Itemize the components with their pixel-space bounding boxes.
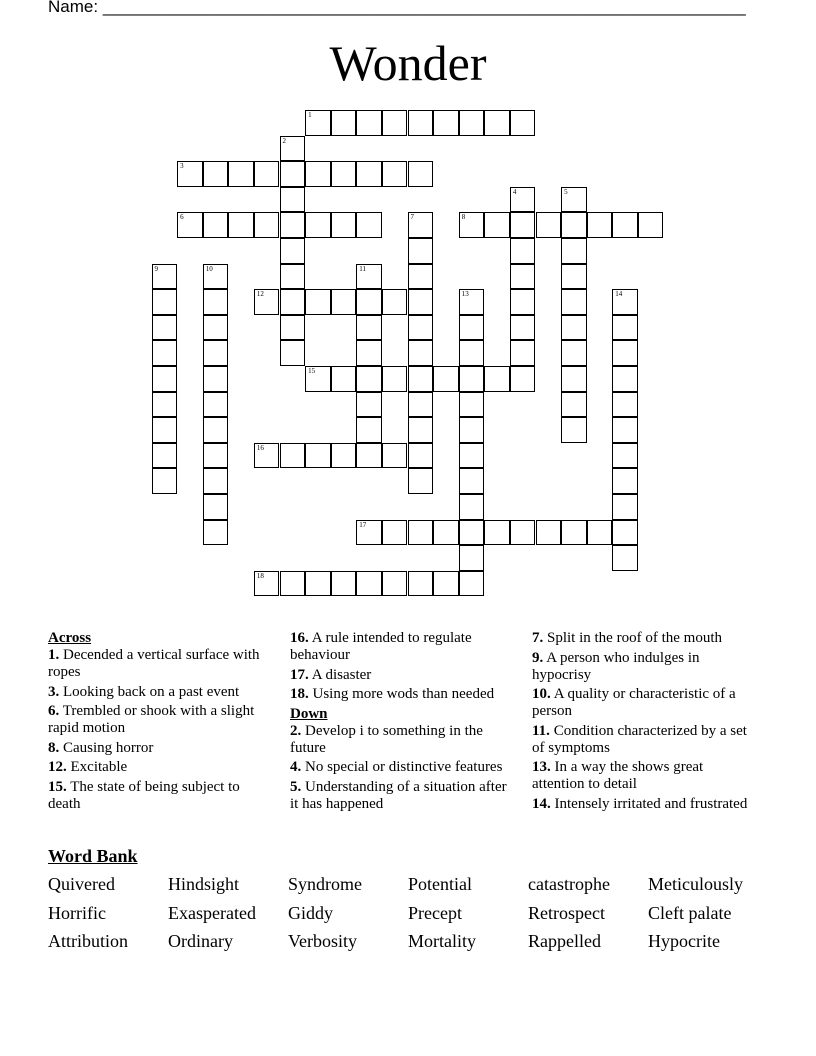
grid-cell[interactable] [459, 366, 485, 392]
clue-across-3: 3. Looking back on a past event [48, 683, 240, 700]
grid-cell[interactable] [484, 366, 510, 392]
grid-cell[interactable] [305, 212, 331, 238]
grid-cell[interactable] [561, 289, 587, 315]
grid-cell[interactable] [280, 340, 306, 366]
grid-cell[interactable] [510, 366, 536, 392]
grid-cell[interactable] [510, 264, 536, 290]
grid-cell[interactable] [254, 443, 280, 469]
grid-cell[interactable] [203, 161, 229, 187]
grid-cell[interactable] [408, 264, 434, 290]
grid-cell[interactable] [612, 545, 638, 571]
grid-cell[interactable] [305, 161, 331, 187]
grid-cell[interactable] [356, 366, 382, 392]
grid-cell[interactable] [561, 392, 587, 418]
grid-cell[interactable] [638, 212, 664, 238]
grid-cell[interactable] [356, 110, 382, 136]
grid-cell[interactable] [459, 443, 485, 469]
grid-cell[interactable] [408, 110, 434, 136]
word-bank-word: Hypocrite [648, 931, 720, 951]
grid-cell[interactable] [459, 468, 485, 494]
grid-cell[interactable] [382, 289, 408, 315]
cell-number: 1 [308, 111, 312, 119]
grid-cell[interactable] [408, 468, 434, 494]
cell-number: 8 [461, 213, 466, 222]
grid-cell[interactable] [356, 520, 382, 546]
grid-cell[interactable] [459, 315, 485, 341]
grid-cell[interactable] [382, 110, 408, 136]
grid-cell[interactable] [536, 212, 562, 238]
grid-cell[interactable] [510, 238, 536, 264]
grid-cell[interactable] [382, 161, 408, 187]
grid-cell[interactable] [152, 366, 178, 392]
clue-across-6: 6. Trembled or shook with a slight rapid motion [48, 703, 255, 736]
grid-cell[interactable] [433, 366, 459, 392]
grid-cell[interactable] [561, 340, 587, 366]
grid-cell[interactable] [459, 289, 485, 315]
grid-cell[interactable] [382, 571, 408, 597]
grid-cell[interactable] [305, 289, 331, 315]
grid-cell[interactable] [408, 392, 434, 418]
grid-cell[interactable] [612, 289, 638, 315]
grid-cell[interactable] [484, 520, 510, 546]
grid-cell[interactable] [612, 366, 638, 392]
cell-number: 15 [308, 367, 316, 375]
grid-cell[interactable] [587, 520, 613, 546]
word-bank-word: Potential [408, 874, 472, 894]
grid-cell[interactable] [356, 212, 382, 238]
word-bank-word: Meticulously [648, 874, 743, 894]
clue-down-2: 2. Develop i to something in the future [290, 722, 483, 756]
grid-cell[interactable] [408, 161, 434, 187]
grid-cell[interactable] [305, 110, 331, 136]
grid-cell[interactable] [203, 494, 229, 520]
clue-down-11: 11. Condition characterized by a set of symptoms [532, 722, 747, 756]
word-bank-word: Verbosity [288, 931, 357, 951]
grid-cell[interactable] [561, 315, 587, 341]
grid-cell[interactable] [459, 417, 485, 443]
grid-cell[interactable] [177, 161, 203, 187]
grid-cell[interactable] [408, 289, 434, 315]
cell-number: 10 [205, 264, 213, 273]
word-bank-title: Word Bank [48, 846, 138, 866]
word-bank-word: Giddy [288, 903, 333, 923]
grid-cell[interactable] [484, 212, 510, 238]
clue-down-9: 9. A person who indulges in hypocrisy [532, 649, 700, 683]
grid-cell[interactable] [612, 468, 638, 494]
grid-cell[interactable] [152, 264, 178, 290]
clue-across-15: 15. The state of being subject to death [48, 778, 240, 812]
across-heading: Across [48, 630, 92, 646]
word-bank-word: Precept [408, 903, 462, 923]
grid-cell[interactable] [331, 110, 357, 136]
grid-cell[interactable] [382, 520, 408, 546]
word-bank-word: Rappelled [528, 931, 601, 951]
word-bank-word: Ordinary [168, 931, 233, 951]
cell-number: 2 [282, 136, 286, 145]
grid-cell[interactable] [561, 366, 587, 392]
grid-cell[interactable] [510, 340, 536, 366]
grid-cell[interactable] [459, 212, 485, 238]
grid-cell[interactable] [433, 520, 459, 546]
grid-cell[interactable] [280, 212, 306, 238]
grid-cell[interactable] [382, 366, 408, 392]
grid-cell[interactable] [152, 289, 178, 315]
grid-cell[interactable] [152, 417, 178, 443]
clue-down-4: 4. No special or distinctive features [290, 759, 503, 775]
grid-cell[interactable] [408, 366, 434, 392]
grid-cell[interactable] [228, 161, 254, 187]
clue-across-12: 12. Excitable [48, 759, 128, 775]
grid-cell[interactable] [280, 161, 306, 187]
grid-cell[interactable] [280, 315, 306, 341]
cell-number: 13 [461, 290, 469, 299]
grid-cell[interactable] [280, 443, 306, 469]
cell-number: 7 [410, 213, 414, 222]
cell-number: 18 [256, 571, 264, 580]
grid-cell[interactable] [510, 289, 536, 315]
grid-cell[interactable] [459, 392, 485, 418]
word-bank-word: Mortality [408, 931, 476, 951]
grid-cell[interactable] [356, 571, 382, 597]
grid-cell[interactable] [408, 315, 434, 341]
cell-number: 16 [256, 443, 264, 452]
grid-cell[interactable] [433, 571, 459, 597]
grid-cell[interactable] [356, 340, 382, 366]
grid-cell[interactable] [612, 315, 638, 341]
grid-cell[interactable] [203, 315, 229, 341]
grid-cell[interactable] [254, 161, 280, 187]
grid-cell[interactable] [356, 392, 382, 418]
grid-cell[interactable] [459, 571, 485, 597]
clue-across-16: 16. A rule intended to regulate behaviour [290, 630, 472, 663]
clue-down-5: 5. Understanding of a situation after it has happened [290, 778, 507, 812]
grid-cell[interactable] [612, 340, 638, 366]
grid-cell[interactable] [203, 264, 229, 290]
clue-column-2 [290, 630, 512, 815]
grid-cell[interactable] [152, 392, 178, 418]
grid-cell[interactable] [408, 571, 434, 597]
word-bank-word: catastrophe [528, 874, 610, 894]
grid-cell[interactable] [331, 161, 357, 187]
grid-cell[interactable] [356, 161, 382, 187]
name-blank: ____________________________________________________________________ [102, 0, 746, 16]
grid-cell[interactable] [408, 520, 434, 546]
grid-cell[interactable] [612, 443, 638, 469]
clue-down-10: 10. A quality or characteristic of a person [532, 686, 736, 719]
clue-column-1 [48, 630, 270, 815]
grid-cell[interactable] [459, 340, 485, 366]
grid-cell[interactable] [459, 520, 485, 546]
grid-cell[interactable] [510, 187, 536, 213]
down-heading: Down [290, 705, 328, 722]
grid-cell[interactable] [203, 417, 229, 443]
grid-cell[interactable] [356, 315, 382, 341]
word-bank-word: Syndrome [288, 874, 362, 894]
grid-cell[interactable] [382, 443, 408, 469]
grid-cell[interactable] [152, 468, 178, 494]
grid-cell[interactable] [254, 212, 280, 238]
cell-number: 11 [359, 264, 367, 273]
grid-cell[interactable] [536, 520, 562, 546]
grid-cell[interactable] [331, 366, 357, 392]
word-bank-word: Cleft palate [648, 903, 732, 923]
word-bank-word: Horrific [48, 903, 106, 923]
grid-cell[interactable] [356, 289, 382, 315]
grid-cell[interactable] [612, 520, 638, 546]
grid-cell[interactable] [331, 571, 357, 597]
grid-cell[interactable] [459, 494, 485, 520]
grid-cell[interactable] [408, 443, 434, 469]
cell-number: 5 [564, 187, 568, 196]
grid-cell[interactable] [561, 417, 587, 443]
grid-cell[interactable] [356, 443, 382, 469]
name-label: Name: [48, 0, 99, 16]
grid-cell[interactable] [612, 494, 638, 520]
grid-cell[interactable] [203, 443, 229, 469]
grid-cell[interactable] [152, 315, 178, 341]
grid-cell[interactable] [561, 212, 587, 238]
grid-cell[interactable] [561, 520, 587, 546]
cell-number: 4 [512, 187, 517, 196]
grid-cell[interactable] [331, 289, 357, 315]
grid-cell[interactable] [331, 212, 357, 238]
grid-cell[interactable] [152, 340, 178, 366]
grid-cell[interactable] [561, 238, 587, 264]
grid-cell[interactable] [280, 264, 306, 290]
grid-cell[interactable] [254, 289, 280, 315]
grid-cell[interactable] [356, 417, 382, 443]
cell-number: 9 [154, 264, 158, 273]
clue-across-8: 8. Causing horror [48, 739, 154, 756]
grid-cell[interactable] [280, 136, 306, 162]
word-bank-word: Quivered [48, 874, 115, 894]
grid-cell[interactable] [433, 110, 459, 136]
clue-down-7: 7. Split in the roof of the mouth [532, 630, 722, 646]
grid-cell[interactable] [203, 212, 229, 238]
grid-cell[interactable] [561, 264, 587, 290]
grid-cell[interactable] [510, 315, 536, 341]
grid-cell[interactable] [280, 571, 306, 597]
cell-number: 12 [256, 290, 264, 299]
cell-number: 3 [180, 162, 184, 171]
grid-cell[interactable] [408, 212, 434, 238]
word-bank-word: Retrospect [528, 903, 605, 923]
grid-cell[interactable] [331, 443, 357, 469]
clue-down-13: 13. In a way the shows great attention to detail [532, 759, 704, 792]
grid-cell[interactable] [280, 238, 306, 264]
grid-cell[interactable] [203, 340, 229, 366]
clue-column-3 [532, 630, 754, 815]
grid-cell[interactable] [280, 187, 306, 213]
grid-cell[interactable] [228, 212, 254, 238]
grid-cell[interactable] [203, 468, 229, 494]
grid-cell[interactable] [612, 212, 638, 238]
grid-cell[interactable] [484, 110, 510, 136]
word-bank-word: Exasperated [168, 903, 256, 923]
grid-cell[interactable] [408, 417, 434, 443]
grid-cell[interactable] [612, 417, 638, 443]
grid-cell[interactable] [203, 520, 229, 546]
word-bank-word: Attribution [48, 931, 128, 951]
clue-across-18: 18. Using more wods than needed [290, 686, 495, 702]
cell-number: 14 [615, 290, 623, 299]
grid-cell[interactable] [356, 264, 382, 290]
puzzle-title: Wonder [329, 35, 487, 91]
grid-cell[interactable] [612, 392, 638, 418]
grid-cell[interactable] [305, 443, 331, 469]
grid-cell[interactable] [561, 187, 587, 213]
grid-cell[interactable] [254, 571, 280, 597]
clue-across-17: 17. A disaster [290, 666, 372, 683]
grid-cell[interactable] [459, 545, 485, 571]
cell-number: 6 [180, 213, 184, 222]
clue-down-14: 14. Intensely irritated and frustrated [532, 795, 748, 812]
grid-cell[interactable] [152, 443, 178, 469]
grid-cell[interactable] [459, 110, 485, 136]
grid-cell[interactable] [510, 520, 536, 546]
word-bank-word: Hindsight [168, 874, 240, 894]
grid-cell[interactable] [510, 110, 536, 136]
grid-cell[interactable] [587, 212, 613, 238]
grid-cell[interactable] [203, 392, 229, 418]
grid-cell[interactable] [177, 212, 203, 238]
grid-cell[interactable] [203, 289, 229, 315]
cell-number: 17 [359, 520, 367, 529]
grid-cell[interactable] [305, 571, 331, 597]
grid-cell[interactable] [408, 238, 434, 264]
grid-cell[interactable] [408, 340, 434, 366]
clue-across-1: 1. Decended a vertical surface with ropes [48, 647, 260, 680]
grid-cell[interactable] [280, 289, 306, 315]
grid-cell[interactable] [510, 212, 536, 238]
grid-cell[interactable] [203, 366, 229, 392]
grid-cell[interactable] [305, 366, 331, 392]
